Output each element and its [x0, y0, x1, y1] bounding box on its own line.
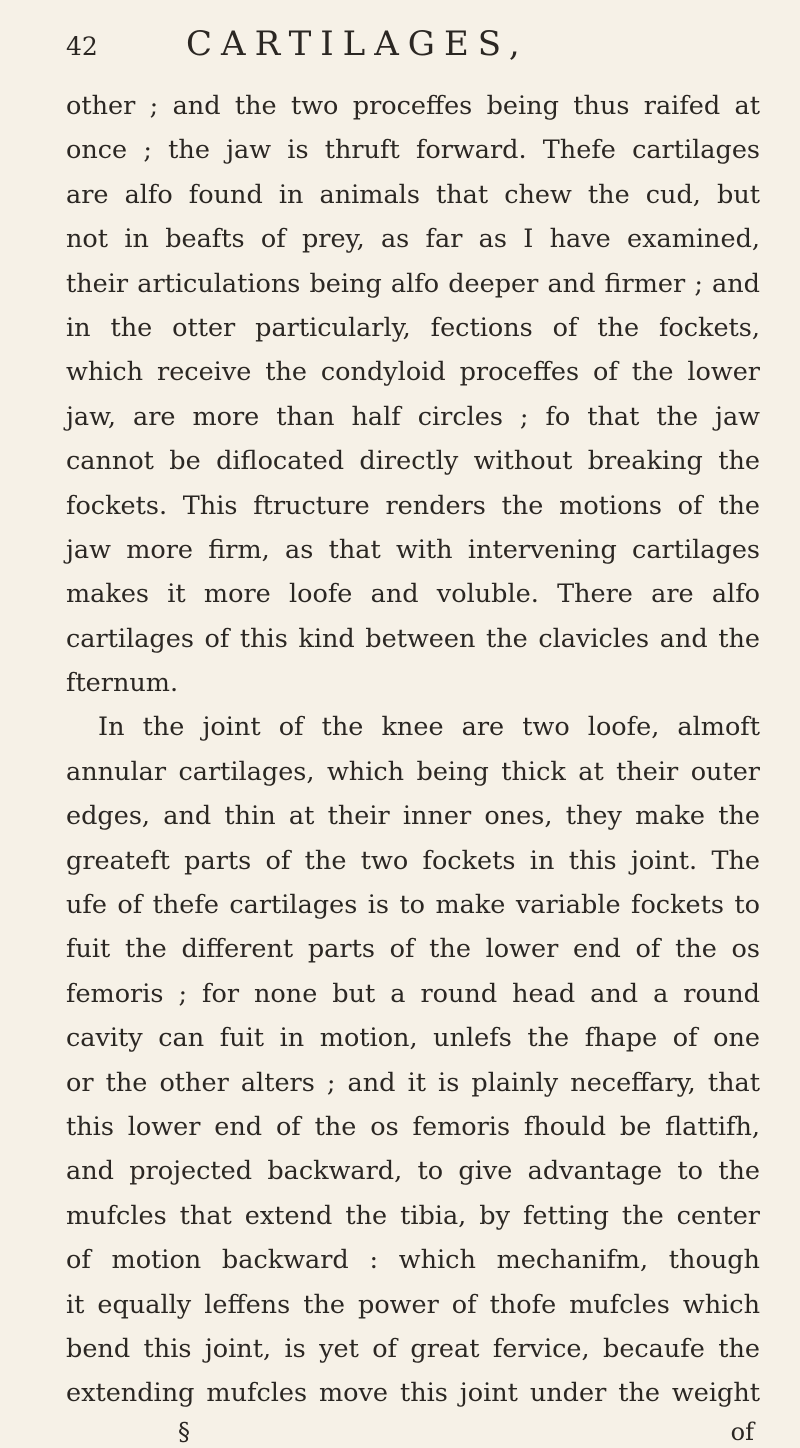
text-line: or the other alters ; and it is plainly neceffary, that — [66, 1067, 760, 1098]
text-line: cavity can fuit in motion, unlefs the fhape of one — [66, 1023, 760, 1054]
catchword: of — [730, 1417, 754, 1446]
running-head: CARTILAGES, — [186, 24, 529, 64]
text-line: and projected backward, to give advantage to the — [66, 1156, 760, 1187]
text-line: bend this joint, is yet of great fervice, becaufe the — [66, 1333, 760, 1364]
text-line: it equally leffens the power of thofe mufcles which — [66, 1289, 760, 1320]
text-line: jaw, are more than half circles ; fo that the jaw — [66, 401, 760, 432]
body-text — [66, 84, 760, 1416]
text-line: in the otter particularly, fections of the fockets, — [66, 312, 760, 343]
page-header — [66, 24, 760, 76]
text-line: this lower end of the os femoris fhould be flattifh, — [66, 1111, 760, 1142]
text-line: other ; and the two proceffes being thus raifed at — [66, 91, 760, 121]
signature-mark: § — [178, 1417, 190, 1446]
text-line: jaw more firm, as that with intervening cartilages — [66, 534, 760, 565]
text-line: annular cartilages, which being thick at their outer — [66, 756, 760, 787]
text-line: mufcles that extend the tibia, by fetting the center — [66, 1200, 760, 1231]
text-line: makes it more loofe and voluble. There are alfo — [66, 579, 760, 610]
text-line: fuit the different parts of the lower end of the os — [66, 934, 760, 965]
text-line: of motion backward : which mechanifm, though — [66, 1245, 760, 1276]
text-line: cartilages of this kind between the clavicles and the — [66, 623, 760, 654]
text-line: which receive the condyloid proceffes of the lower — [66, 357, 760, 388]
text-line: fockets. This ftructure renders the motions of the — [66, 490, 760, 521]
text-line: their articulations being alfo deeper and firmer ; and — [66, 268, 760, 299]
page-number: 42 — [66, 32, 98, 61]
text-line: edges, and thin at their inner ones, they make the — [66, 801, 760, 832]
text-line: greateft parts of the two fockets in this joint. The — [66, 845, 760, 876]
text-line: femoris ; for none but a round head and a round — [66, 978, 760, 1009]
text-line: once ; the jaw is thruft forward. Thefe cartilages — [66, 135, 760, 166]
text-line: extending mufcles move this joint under the weight — [66, 1378, 760, 1409]
text-line: not in beafts of prey, as far as I have examined, — [66, 224, 760, 255]
text-line: fternum. — [66, 668, 179, 699]
text-line: In the joint of the knee are two loofe, almoft — [98, 712, 760, 743]
text-line: ufe of thefe cartilages is to make variable fockets to — [66, 890, 760, 921]
text-line: cannot be diflocated directly without breaking the — [66, 446, 760, 477]
text-line: are alfo found in animals that chew the cud, but — [66, 179, 760, 210]
page-footer — [66, 1418, 760, 1446]
